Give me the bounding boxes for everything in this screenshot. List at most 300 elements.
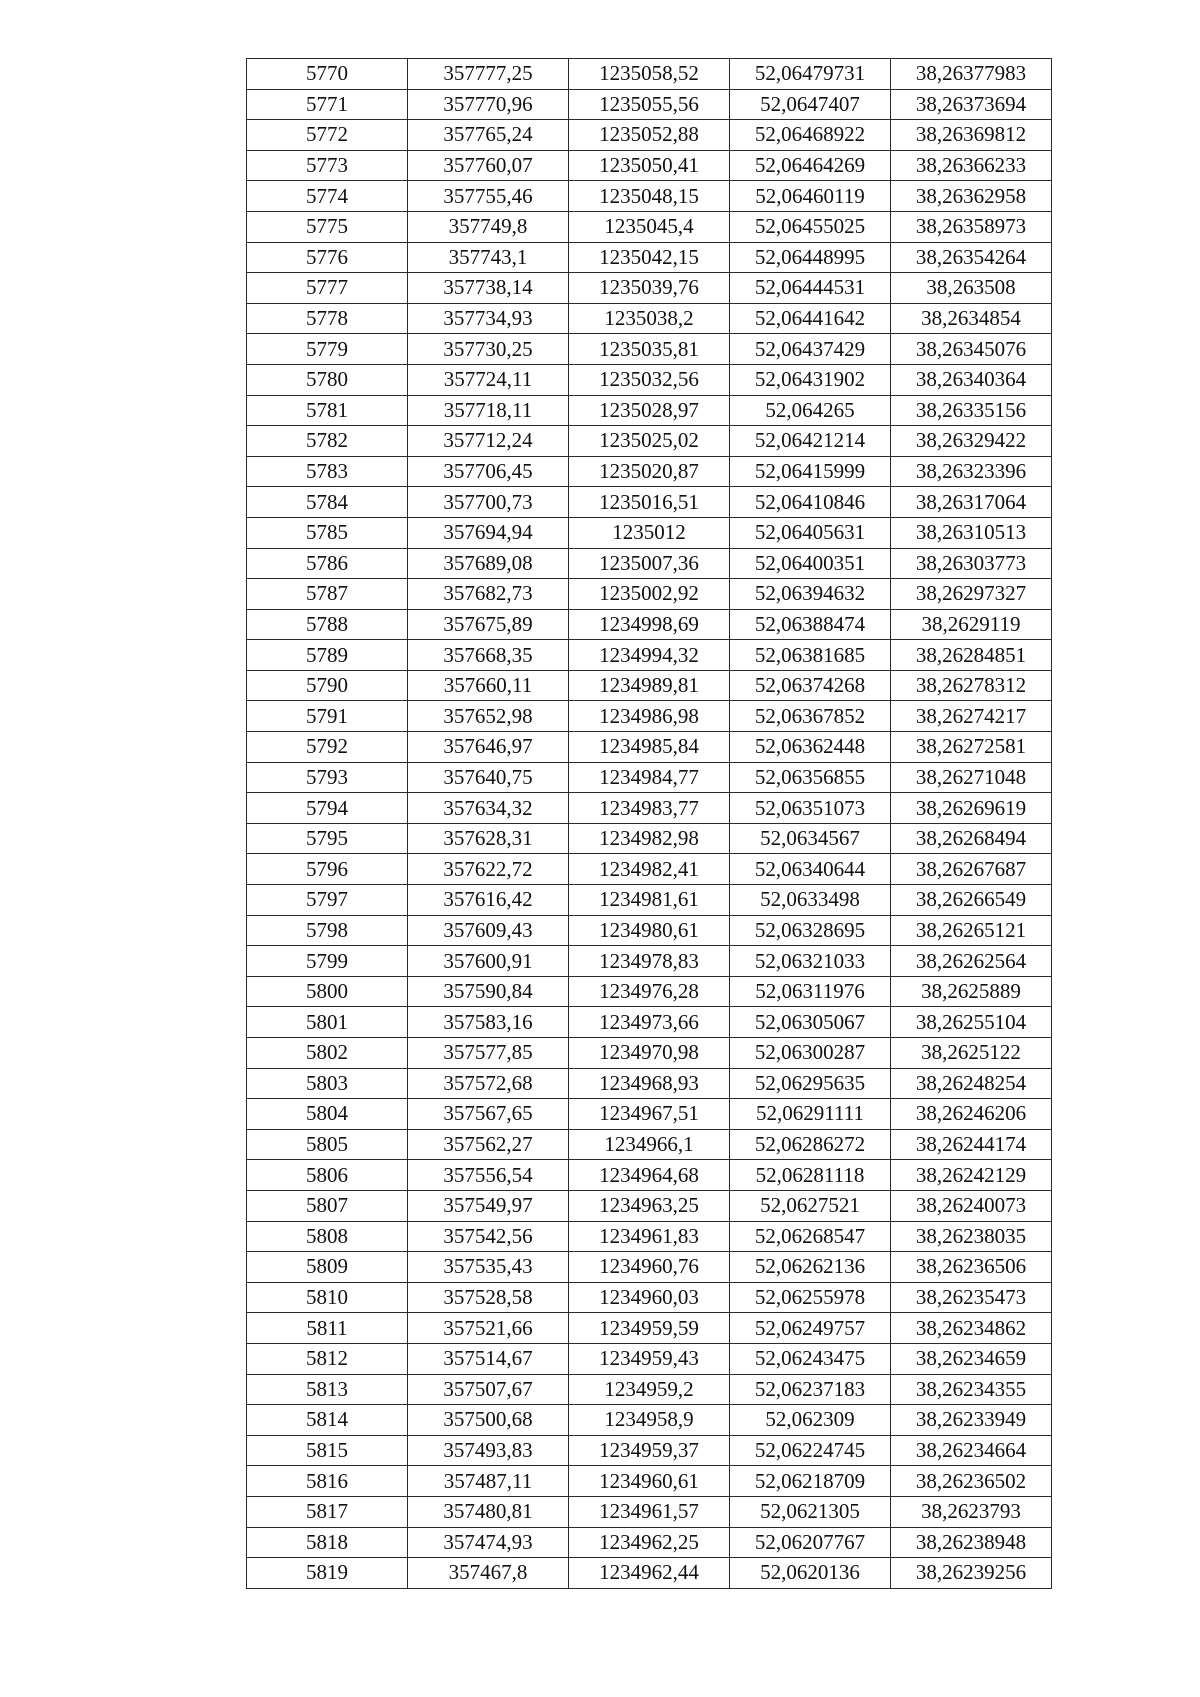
table-row [247, 1466, 1052, 1497]
longitude-cell: 38,26369812 [891, 120, 1052, 151]
y-coordinate-cell: 1234989,81 [569, 670, 730, 701]
x-coordinate-cell: 357535,43 [408, 1252, 569, 1283]
x-coordinate-cell: 357556,54 [408, 1160, 569, 1191]
point-number-cell: 5786 [247, 548, 408, 579]
longitude-cell: 38,26358973 [891, 211, 1052, 242]
longitude-cell: 38,26278312 [891, 670, 1052, 701]
point-number-cell: 5781 [247, 395, 408, 426]
latitude-cell: 52,06311976 [730, 976, 891, 1007]
latitude-cell: 52,06455025 [730, 211, 891, 242]
y-coordinate-cell: 1234970,98 [569, 1038, 730, 1069]
table-row [247, 1038, 1052, 1069]
point-number-cell: 5803 [247, 1068, 408, 1099]
table-row [247, 1343, 1052, 1374]
y-coordinate-cell: 1235050,41 [569, 150, 730, 181]
table-row [247, 1527, 1052, 1558]
point-number-cell: 5773 [247, 150, 408, 181]
y-coordinate-cell: 1235042,15 [569, 242, 730, 273]
x-coordinate-cell: 357622,72 [408, 854, 569, 885]
y-coordinate-cell: 1234961,83 [569, 1221, 730, 1252]
longitude-cell: 38,26329422 [891, 426, 1052, 457]
x-coordinate-cell: 357640,75 [408, 762, 569, 793]
x-coordinate-cell: 357743,1 [408, 242, 569, 273]
y-coordinate-cell: 1234984,77 [569, 762, 730, 793]
longitude-cell: 38,2634854 [891, 303, 1052, 334]
table-row [247, 854, 1052, 885]
y-coordinate-cell: 1235025,02 [569, 426, 730, 457]
x-coordinate-cell: 357609,43 [408, 915, 569, 946]
x-coordinate-cell: 357760,07 [408, 150, 569, 181]
latitude-cell: 52,06224745 [730, 1435, 891, 1466]
x-coordinate-cell: 357634,32 [408, 793, 569, 824]
table-row [247, 976, 1052, 1007]
longitude-cell: 38,26265121 [891, 915, 1052, 946]
y-coordinate-cell: 1234982,98 [569, 823, 730, 854]
point-number-cell: 5793 [247, 762, 408, 793]
latitude-cell: 52,06441642 [730, 303, 891, 334]
table-row [247, 762, 1052, 793]
table-row [247, 59, 1052, 90]
longitude-cell: 38,26234355 [891, 1374, 1052, 1405]
latitude-cell: 52,06321033 [730, 946, 891, 977]
longitude-cell: 38,26377983 [891, 59, 1052, 90]
x-coordinate-cell: 357694,94 [408, 517, 569, 548]
x-coordinate-cell: 357652,98 [408, 701, 569, 732]
point-number-cell: 5800 [247, 976, 408, 1007]
y-coordinate-cell: 1234998,69 [569, 609, 730, 640]
point-number-cell: 5797 [247, 885, 408, 916]
y-coordinate-cell: 1235055,56 [569, 89, 730, 120]
x-coordinate-cell: 357689,08 [408, 548, 569, 579]
coordinates-table [246, 58, 1052, 1589]
latitude-cell: 52,0621305 [730, 1496, 891, 1527]
x-coordinate-cell: 357749,8 [408, 211, 569, 242]
longitude-cell: 38,26269619 [891, 793, 1052, 824]
point-number-cell: 5814 [247, 1405, 408, 1436]
latitude-cell: 52,06300287 [730, 1038, 891, 1069]
y-coordinate-cell: 1235052,88 [569, 120, 730, 151]
latitude-cell: 52,06381685 [730, 640, 891, 671]
x-coordinate-cell: 357467,8 [408, 1558, 569, 1589]
latitude-cell: 52,06437429 [730, 334, 891, 365]
point-number-cell: 5799 [247, 946, 408, 977]
y-coordinate-cell: 1234959,59 [569, 1313, 730, 1344]
longitude-cell: 38,26236502 [891, 1466, 1052, 1497]
y-coordinate-cell: 1235032,56 [569, 364, 730, 395]
longitude-cell: 38,26234664 [891, 1435, 1052, 1466]
x-coordinate-cell: 357616,42 [408, 885, 569, 916]
x-coordinate-cell: 357577,85 [408, 1038, 569, 1069]
point-number-cell: 5819 [247, 1558, 408, 1589]
point-number-cell: 5798 [247, 915, 408, 946]
point-number-cell: 5815 [247, 1435, 408, 1466]
x-coordinate-cell: 357514,67 [408, 1343, 569, 1374]
table-row [247, 670, 1052, 701]
x-coordinate-cell: 357700,73 [408, 487, 569, 518]
latitude-cell: 52,0627521 [730, 1190, 891, 1221]
latitude-cell: 52,06362448 [730, 732, 891, 763]
longitude-cell: 38,263508 [891, 273, 1052, 304]
x-coordinate-cell: 357646,97 [408, 732, 569, 763]
longitude-cell: 38,26274217 [891, 701, 1052, 732]
point-number-cell: 5780 [247, 364, 408, 395]
x-coordinate-cell: 357521,66 [408, 1313, 569, 1344]
latitude-cell: 52,0633498 [730, 885, 891, 916]
table-row [247, 456, 1052, 487]
longitude-cell: 38,2625889 [891, 976, 1052, 1007]
point-number-cell: 5787 [247, 579, 408, 610]
latitude-cell: 52,06468922 [730, 120, 891, 151]
table-row [247, 701, 1052, 732]
latitude-cell: 52,06356855 [730, 762, 891, 793]
latitude-cell: 52,06262136 [730, 1252, 891, 1283]
longitude-cell: 38,26297327 [891, 579, 1052, 610]
point-number-cell: 5770 [247, 59, 408, 90]
point-number-cell: 5777 [247, 273, 408, 304]
y-coordinate-cell: 1235048,15 [569, 181, 730, 212]
latitude-cell: 52,06281118 [730, 1160, 891, 1191]
y-coordinate-cell: 1234960,76 [569, 1252, 730, 1283]
y-coordinate-cell: 1234959,37 [569, 1435, 730, 1466]
point-number-cell: 5817 [247, 1496, 408, 1527]
y-coordinate-cell: 1234960,61 [569, 1466, 730, 1497]
point-number-cell: 5790 [247, 670, 408, 701]
table-row [247, 732, 1052, 763]
x-coordinate-cell: 357682,73 [408, 579, 569, 610]
x-coordinate-cell: 357500,68 [408, 1405, 569, 1436]
x-coordinate-cell: 357734,93 [408, 303, 569, 334]
longitude-cell: 38,26238948 [891, 1527, 1052, 1558]
longitude-cell: 38,26238035 [891, 1221, 1052, 1252]
latitude-cell: 52,0647407 [730, 89, 891, 120]
longitude-cell: 38,26233949 [891, 1405, 1052, 1436]
x-coordinate-cell: 357549,97 [408, 1190, 569, 1221]
table-row [247, 640, 1052, 671]
table-row [247, 793, 1052, 824]
longitude-cell: 38,26354264 [891, 242, 1052, 273]
table-row [247, 1252, 1052, 1283]
latitude-cell: 52,06410846 [730, 487, 891, 518]
y-coordinate-cell: 1234968,93 [569, 1068, 730, 1099]
point-number-cell: 5774 [247, 181, 408, 212]
longitude-cell: 38,26366233 [891, 150, 1052, 181]
x-coordinate-cell: 357724,11 [408, 364, 569, 395]
longitude-cell: 38,26335156 [891, 395, 1052, 426]
x-coordinate-cell: 357660,11 [408, 670, 569, 701]
point-number-cell: 5784 [247, 487, 408, 518]
table-row [247, 1190, 1052, 1221]
latitude-cell: 52,06448995 [730, 242, 891, 273]
table-row [247, 242, 1052, 273]
table-row [247, 487, 1052, 518]
longitude-cell: 38,26262564 [891, 946, 1052, 977]
longitude-cell: 38,2629119 [891, 609, 1052, 640]
point-number-cell: 5779 [247, 334, 408, 365]
point-number-cell: 5805 [247, 1129, 408, 1160]
longitude-cell: 38,26244174 [891, 1129, 1052, 1160]
longitude-cell: 38,26317064 [891, 487, 1052, 518]
table-row [247, 946, 1052, 977]
x-coordinate-cell: 357730,25 [408, 334, 569, 365]
latitude-cell: 52,06405631 [730, 517, 891, 548]
y-coordinate-cell: 1234973,66 [569, 1007, 730, 1038]
table-row [247, 150, 1052, 181]
latitude-cell: 52,06243475 [730, 1343, 891, 1374]
x-coordinate-cell: 357770,96 [408, 89, 569, 120]
x-coordinate-cell: 357480,81 [408, 1496, 569, 1527]
longitude-cell: 38,26345076 [891, 334, 1052, 365]
latitude-cell: 52,06464269 [730, 150, 891, 181]
table-row [247, 1313, 1052, 1344]
table-row [247, 181, 1052, 212]
y-coordinate-cell: 1234961,57 [569, 1496, 730, 1527]
table-row [247, 334, 1052, 365]
longitude-cell: 38,26235473 [891, 1282, 1052, 1313]
longitude-cell: 38,26268494 [891, 823, 1052, 854]
point-number-cell: 5785 [247, 517, 408, 548]
point-number-cell: 5809 [247, 1252, 408, 1283]
y-coordinate-cell: 1234986,98 [569, 701, 730, 732]
longitude-cell: 38,26236506 [891, 1252, 1052, 1283]
y-coordinate-cell: 1234983,77 [569, 793, 730, 824]
longitude-cell: 38,26362958 [891, 181, 1052, 212]
latitude-cell: 52,0634567 [730, 823, 891, 854]
point-number-cell: 5783 [247, 456, 408, 487]
point-number-cell: 5792 [247, 732, 408, 763]
y-coordinate-cell: 1235038,2 [569, 303, 730, 334]
point-number-cell: 5810 [247, 1282, 408, 1313]
longitude-cell: 38,26272581 [891, 732, 1052, 763]
longitude-cell: 38,26340364 [891, 364, 1052, 395]
x-coordinate-cell: 357487,11 [408, 1466, 569, 1497]
point-number-cell: 5811 [247, 1313, 408, 1344]
y-coordinate-cell: 1235007,36 [569, 548, 730, 579]
x-coordinate-cell: 357474,93 [408, 1527, 569, 1558]
latitude-cell: 52,06295635 [730, 1068, 891, 1099]
latitude-cell: 52,06460119 [730, 181, 891, 212]
y-coordinate-cell: 1235045,4 [569, 211, 730, 242]
y-coordinate-cell: 1234959,2 [569, 1374, 730, 1405]
longitude-cell: 38,2625122 [891, 1038, 1052, 1069]
longitude-cell: 38,26234862 [891, 1313, 1052, 1344]
table-row [247, 303, 1052, 334]
table-row [247, 1558, 1052, 1589]
table-row [247, 1221, 1052, 1252]
latitude-cell: 52,062309 [730, 1405, 891, 1436]
longitude-cell: 38,26271048 [891, 762, 1052, 793]
x-coordinate-cell: 357572,68 [408, 1068, 569, 1099]
y-coordinate-cell: 1234966,1 [569, 1129, 730, 1160]
table-row [247, 1405, 1052, 1436]
longitude-cell: 38,26255104 [891, 1007, 1052, 1038]
point-number-cell: 5796 [247, 854, 408, 885]
x-coordinate-cell: 357542,56 [408, 1221, 569, 1252]
y-coordinate-cell: 1234978,83 [569, 946, 730, 977]
longitude-cell: 38,26303773 [891, 548, 1052, 579]
x-coordinate-cell: 357567,65 [408, 1099, 569, 1130]
y-coordinate-cell: 1234963,25 [569, 1190, 730, 1221]
y-coordinate-cell: 1234976,28 [569, 976, 730, 1007]
x-coordinate-cell: 357668,35 [408, 640, 569, 671]
y-coordinate-cell: 1234960,03 [569, 1282, 730, 1313]
x-coordinate-cell: 357706,45 [408, 456, 569, 487]
longitude-cell: 38,26310513 [891, 517, 1052, 548]
x-coordinate-cell: 357493,83 [408, 1435, 569, 1466]
x-coordinate-cell: 357755,46 [408, 181, 569, 212]
point-number-cell: 5816 [247, 1466, 408, 1497]
table-row [247, 1007, 1052, 1038]
x-coordinate-cell: 357765,24 [408, 120, 569, 151]
latitude-cell: 52,06374268 [730, 670, 891, 701]
point-number-cell: 5789 [247, 640, 408, 671]
point-number-cell: 5788 [247, 609, 408, 640]
y-coordinate-cell: 1234962,44 [569, 1558, 730, 1589]
point-number-cell: 5812 [247, 1343, 408, 1374]
x-coordinate-cell: 357562,27 [408, 1129, 569, 1160]
x-coordinate-cell: 357590,84 [408, 976, 569, 1007]
point-number-cell: 5782 [247, 426, 408, 457]
latitude-cell: 52,0620136 [730, 1558, 891, 1589]
table-row [247, 1160, 1052, 1191]
x-coordinate-cell: 357718,11 [408, 395, 569, 426]
point-number-cell: 5804 [247, 1099, 408, 1130]
longitude-cell: 38,26266549 [891, 885, 1052, 916]
x-coordinate-cell: 357583,16 [408, 1007, 569, 1038]
longitude-cell: 38,26373694 [891, 89, 1052, 120]
table-row [247, 426, 1052, 457]
latitude-cell: 52,06388474 [730, 609, 891, 640]
y-coordinate-cell: 1235035,81 [569, 334, 730, 365]
latitude-cell: 52,06415999 [730, 456, 891, 487]
table-row [247, 395, 1052, 426]
point-number-cell: 5771 [247, 89, 408, 120]
table-row [247, 579, 1052, 610]
table-row [247, 89, 1052, 120]
table-row [247, 1496, 1052, 1527]
latitude-cell: 52,06400351 [730, 548, 891, 579]
table-row [247, 823, 1052, 854]
latitude-cell: 52,06255978 [730, 1282, 891, 1313]
longitude-cell: 38,26234659 [891, 1343, 1052, 1374]
x-coordinate-cell: 357712,24 [408, 426, 569, 457]
latitude-cell: 52,06268547 [730, 1221, 891, 1252]
latitude-cell: 52,06431902 [730, 364, 891, 395]
point-number-cell: 5775 [247, 211, 408, 242]
y-coordinate-cell: 1234964,68 [569, 1160, 730, 1191]
longitude-cell: 38,26246206 [891, 1099, 1052, 1130]
table-row [247, 364, 1052, 395]
point-number-cell: 5806 [247, 1160, 408, 1191]
point-number-cell: 5791 [247, 701, 408, 732]
point-number-cell: 5818 [247, 1527, 408, 1558]
latitude-cell: 52,06394632 [730, 579, 891, 610]
longitude-cell: 38,26240073 [891, 1190, 1052, 1221]
point-number-cell: 5778 [247, 303, 408, 334]
longitude-cell: 38,26267687 [891, 854, 1052, 885]
x-coordinate-cell: 357777,25 [408, 59, 569, 90]
latitude-cell: 52,06328695 [730, 915, 891, 946]
table-row [247, 1068, 1052, 1099]
y-coordinate-cell: 1234981,61 [569, 885, 730, 916]
point-number-cell: 5802 [247, 1038, 408, 1069]
y-coordinate-cell: 1234982,41 [569, 854, 730, 885]
y-coordinate-cell: 1235002,92 [569, 579, 730, 610]
y-coordinate-cell: 1234967,51 [569, 1099, 730, 1130]
latitude-cell: 52,06249757 [730, 1313, 891, 1344]
y-coordinate-cell: 1235039,76 [569, 273, 730, 304]
point-number-cell: 5776 [247, 242, 408, 273]
y-coordinate-cell: 1235016,51 [569, 487, 730, 518]
table-row [247, 1099, 1052, 1130]
y-coordinate-cell: 1234959,43 [569, 1343, 730, 1374]
latitude-cell: 52,06340644 [730, 854, 891, 885]
longitude-cell: 38,26248254 [891, 1068, 1052, 1099]
longitude-cell: 38,2623793 [891, 1496, 1052, 1527]
table-row [247, 1129, 1052, 1160]
point-number-cell: 5807 [247, 1190, 408, 1221]
latitude-cell: 52,06207767 [730, 1527, 891, 1558]
x-coordinate-cell: 357507,67 [408, 1374, 569, 1405]
y-coordinate-cell: 1234962,25 [569, 1527, 730, 1558]
y-coordinate-cell: 1235058,52 [569, 59, 730, 90]
latitude-cell: 52,06421214 [730, 426, 891, 457]
table-row [247, 517, 1052, 548]
longitude-cell: 38,26242129 [891, 1160, 1052, 1191]
table-row [247, 211, 1052, 242]
table-row [247, 1435, 1052, 1466]
latitude-cell: 52,064265 [730, 395, 891, 426]
table-row [247, 548, 1052, 579]
table-row [247, 273, 1052, 304]
table-row [247, 915, 1052, 946]
latitude-cell: 52,06286272 [730, 1129, 891, 1160]
point-number-cell: 5801 [247, 1007, 408, 1038]
latitude-cell: 52,06444531 [730, 273, 891, 304]
x-coordinate-cell: 357528,58 [408, 1282, 569, 1313]
y-coordinate-cell: 1234958,9 [569, 1405, 730, 1436]
latitude-cell: 52,06291111 [730, 1099, 891, 1130]
x-coordinate-cell: 357600,91 [408, 946, 569, 977]
table-row [247, 885, 1052, 916]
longitude-cell: 38,26239256 [891, 1558, 1052, 1589]
point-number-cell: 5808 [247, 1221, 408, 1252]
x-coordinate-cell: 357675,89 [408, 609, 569, 640]
latitude-cell: 52,06237183 [730, 1374, 891, 1405]
point-number-cell: 5795 [247, 823, 408, 854]
longitude-cell: 38,26323396 [891, 456, 1052, 487]
y-coordinate-cell: 1234994,32 [569, 640, 730, 671]
longitude-cell: 38,26284851 [891, 640, 1052, 671]
x-coordinate-cell: 357628,31 [408, 823, 569, 854]
latitude-cell: 52,06479731 [730, 59, 891, 90]
y-coordinate-cell: 1235028,97 [569, 395, 730, 426]
y-coordinate-cell: 1235020,87 [569, 456, 730, 487]
latitude-cell: 52,06367852 [730, 701, 891, 732]
table-row [247, 1282, 1052, 1313]
x-coordinate-cell: 357738,14 [408, 273, 569, 304]
y-coordinate-cell: 1234985,84 [569, 732, 730, 763]
point-number-cell: 5772 [247, 120, 408, 151]
point-number-cell: 5813 [247, 1374, 408, 1405]
point-number-cell: 5794 [247, 793, 408, 824]
y-coordinate-cell: 1234980,61 [569, 915, 730, 946]
table-row [247, 120, 1052, 151]
coordinates-table-body [247, 59, 1052, 1589]
y-coordinate-cell: 1235012 [569, 517, 730, 548]
latitude-cell: 52,06218709 [730, 1466, 891, 1497]
latitude-cell: 52,06305067 [730, 1007, 891, 1038]
table-row [247, 1374, 1052, 1405]
